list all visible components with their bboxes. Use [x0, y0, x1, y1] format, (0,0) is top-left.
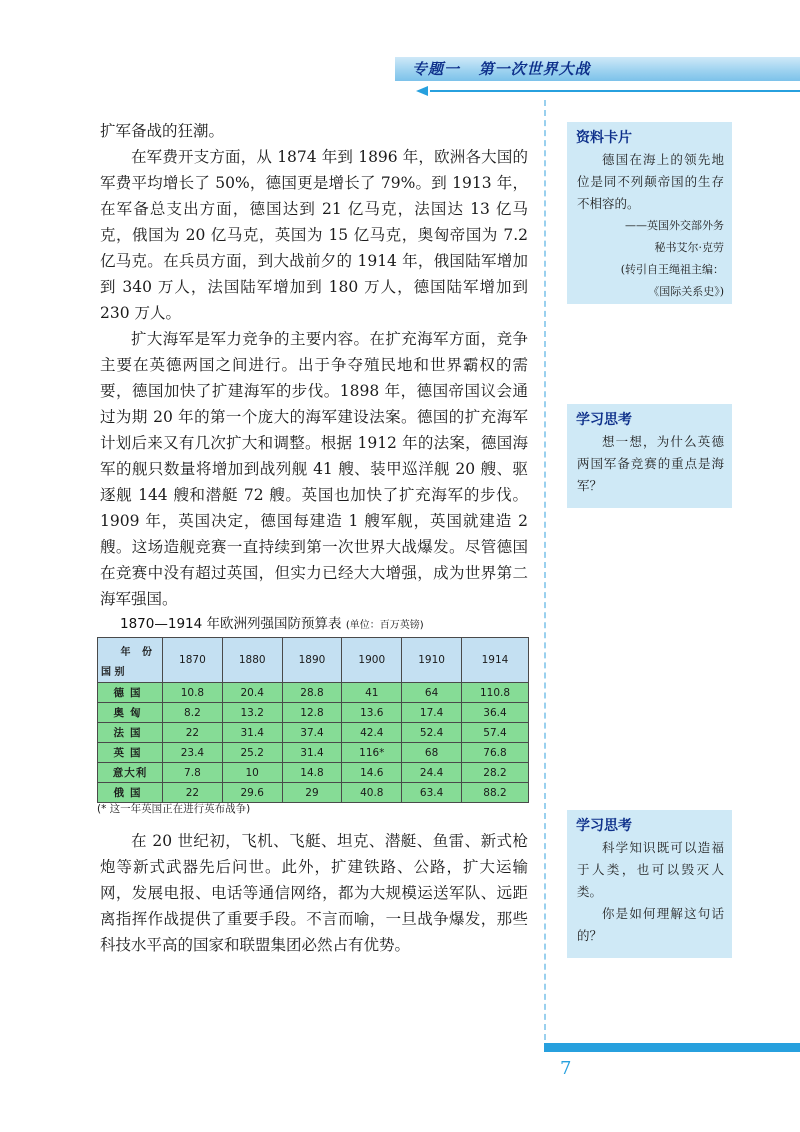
- value-cell: 14.6: [342, 763, 402, 783]
- value-cell: 28.8: [282, 683, 342, 703]
- value-cell: 29.6: [222, 783, 282, 803]
- value-cell: 14.8: [282, 763, 342, 783]
- value-cell: 29: [282, 783, 342, 803]
- value-cell: 52.4: [402, 723, 462, 743]
- table-row: [98, 723, 529, 743]
- study-card-question: 想一想，为什么英德两国军备竞赛的重点是海军？: [577, 434, 724, 493]
- year-header: 1870: [163, 638, 223, 683]
- study-card: [567, 810, 732, 958]
- info-card-heading: 资料卡片: [576, 130, 632, 146]
- table-row: [98, 763, 529, 783]
- chapter-title: 专题一 第一次世界大战: [412, 60, 591, 78]
- value-cell: 7.8: [163, 763, 223, 783]
- value-cell: 110.8: [461, 683, 528, 703]
- value-cell: 64: [402, 683, 462, 703]
- page-number: 7: [560, 1058, 572, 1079]
- value-cell: 76.8: [461, 743, 528, 763]
- value-cell: 10: [222, 763, 282, 783]
- value-cell: 88.2: [461, 783, 528, 803]
- header-rule: [430, 90, 800, 92]
- value-cell: 17.4: [402, 703, 462, 723]
- table-row: [98, 703, 529, 723]
- table-title-text: 1870—1914 年欧洲列强国防预算表: [120, 616, 342, 632]
- year-header: 1890: [282, 638, 342, 683]
- table-header-row: [98, 638, 529, 683]
- year-header: 1880: [222, 638, 282, 683]
- table-title: [120, 612, 520, 632]
- value-cell: 22: [163, 723, 223, 743]
- value-cell: 13.6: [342, 703, 402, 723]
- paragraph: 扩大海军是军力竞争的主要内容。在扩充海军方面，竞争主要在英德两国之间进行。出于争夺殖民地和世界霸权的需要，德国加快了扩建海军的步伐。1898 年，德国帝国议会通过为期 20 年的第一个庞大的海军建设法案。德国的扩充海军计划后来又有几次扩大和调整。根据 1912 年的法案，德国海军的舰只数量将增加到战列舰 41 艘、装甲巡洋舰 20 艘、驱逐舰 144 艘和潜艇 72 艘。英国也加快了扩充海军的步伐。1909 年，英国决定，德国每建造 1 艘军舰，英国就建造 2 艘。这场造舰竞赛一直持续到第一次世界大战爆发。尽管德国在竞赛中没有超过英国，但实力已经大大增强，成为世界第二海军强国。: [100, 330, 528, 608]
- country-cell: 俄国: [98, 783, 163, 803]
- value-cell: 31.4: [282, 743, 342, 763]
- value-cell: 42.4: [342, 723, 402, 743]
- paragraph: 扩军备战的狂潮。: [100, 122, 225, 140]
- main-text: [100, 118, 528, 612]
- value-cell: 68: [402, 743, 462, 763]
- table-row: [98, 783, 529, 803]
- study-card-heading: 学习思考: [576, 412, 632, 428]
- value-cell: 8.2: [163, 703, 223, 723]
- country-cell: 德国: [98, 683, 163, 703]
- value-cell: 36.4: [461, 703, 528, 723]
- column-divider: [544, 100, 546, 1040]
- value-cell: 41: [342, 683, 402, 703]
- info-card-source: ——英国外交部外务: [625, 219, 724, 232]
- value-cell: 57.4: [461, 723, 528, 743]
- value-cell: 13.2: [222, 703, 282, 723]
- value-cell: 23.4: [163, 743, 223, 763]
- study-card-body: [567, 837, 732, 947]
- value-cell: 22: [163, 783, 223, 803]
- study-card: [567, 404, 732, 508]
- value-cell: 40.8: [342, 783, 402, 803]
- value-cell: 37.4: [282, 723, 342, 743]
- defense-budget-table: [97, 637, 529, 803]
- info-card-quote: 德国在海上的领先地位是同不列颠帝国的生存不相容的。: [577, 152, 724, 211]
- value-cell: 24.4: [402, 763, 462, 783]
- corner-country-label: 国 别: [101, 667, 125, 678]
- value-cell: 63.4: [402, 783, 462, 803]
- country-cell: 英国: [98, 743, 163, 763]
- table-row: [98, 683, 529, 703]
- main-text-continued: [100, 828, 528, 958]
- study-card-body: [567, 431, 732, 497]
- info-card-source: 《国际关系史》): [648, 285, 724, 298]
- info-card-body: [567, 149, 732, 303]
- value-cell: 25.2: [222, 743, 282, 763]
- info-card-source: 秘书艾尔·克劳: [654, 241, 724, 254]
- year-header: 1900: [342, 638, 402, 683]
- table-unit: (单位：百万英镑): [345, 620, 424, 631]
- study-card-question: 你是如何理解这句话的？: [577, 906, 724, 943]
- value-cell: 10.8: [163, 683, 223, 703]
- table-corner-cell: [98, 638, 163, 683]
- value-cell: 20.4: [222, 683, 282, 703]
- year-header: 1914: [461, 638, 528, 683]
- info-card-source: (转引自王绳祖主编：: [620, 263, 724, 276]
- value-cell: 28.2: [461, 763, 528, 783]
- corner-year-label: 年 份: [120, 647, 156, 658]
- study-card-heading: 学习思考: [576, 818, 632, 834]
- study-card-text: 科学知识既可以造福于人类，也可以毁灭人类。: [577, 840, 724, 899]
- country-cell: 法国: [98, 723, 163, 743]
- country-cell: 奥匈: [98, 703, 163, 723]
- paragraph: 在 20 世纪初，飞机、飞艇、坦克、潜艇、鱼雷、新式枪炮等新式武器先后问世。此外，扩建铁路、公路，扩大运输网，发展电报、电话等通信网络，都为大规模运送军队、远距离指挥作战提供了重要手段。不言而喻，一旦战争爆发，那些科技水平高的国家和联盟集团必然占有优势。: [100, 832, 528, 954]
- footer-band: [544, 1043, 800, 1052]
- info-card: [567, 122, 732, 304]
- table-footnote: (* 这一年英国正在进行英布战争): [97, 803, 251, 815]
- table-row: [98, 743, 529, 763]
- arrow-left-icon: [416, 86, 428, 96]
- year-header: 1910: [402, 638, 462, 683]
- paragraph: 在军费开支方面，从 1874 年到 1896 年，欧洲各大国的军费平均增长了 50%，德国更是增长了 79%。到 1913 年，在军备总支出方面，德国达到 21 亿马克，法国达 13 亿马克，俄国为 20 亿马克，英国为 15 亿马克，奥匈帝国为 7.2 亿马克。在兵员方面，到大战前夕的 1914 年，俄国陆军增加到 340 万人，法国陆军增加到 180 万人，德国陆军增加到 230 万人。: [100, 148, 528, 322]
- value-cell: 31.4: [222, 723, 282, 743]
- country-cell: 意大利: [98, 763, 163, 783]
- value-cell: 116*: [342, 743, 402, 763]
- value-cell: 12.8: [282, 703, 342, 723]
